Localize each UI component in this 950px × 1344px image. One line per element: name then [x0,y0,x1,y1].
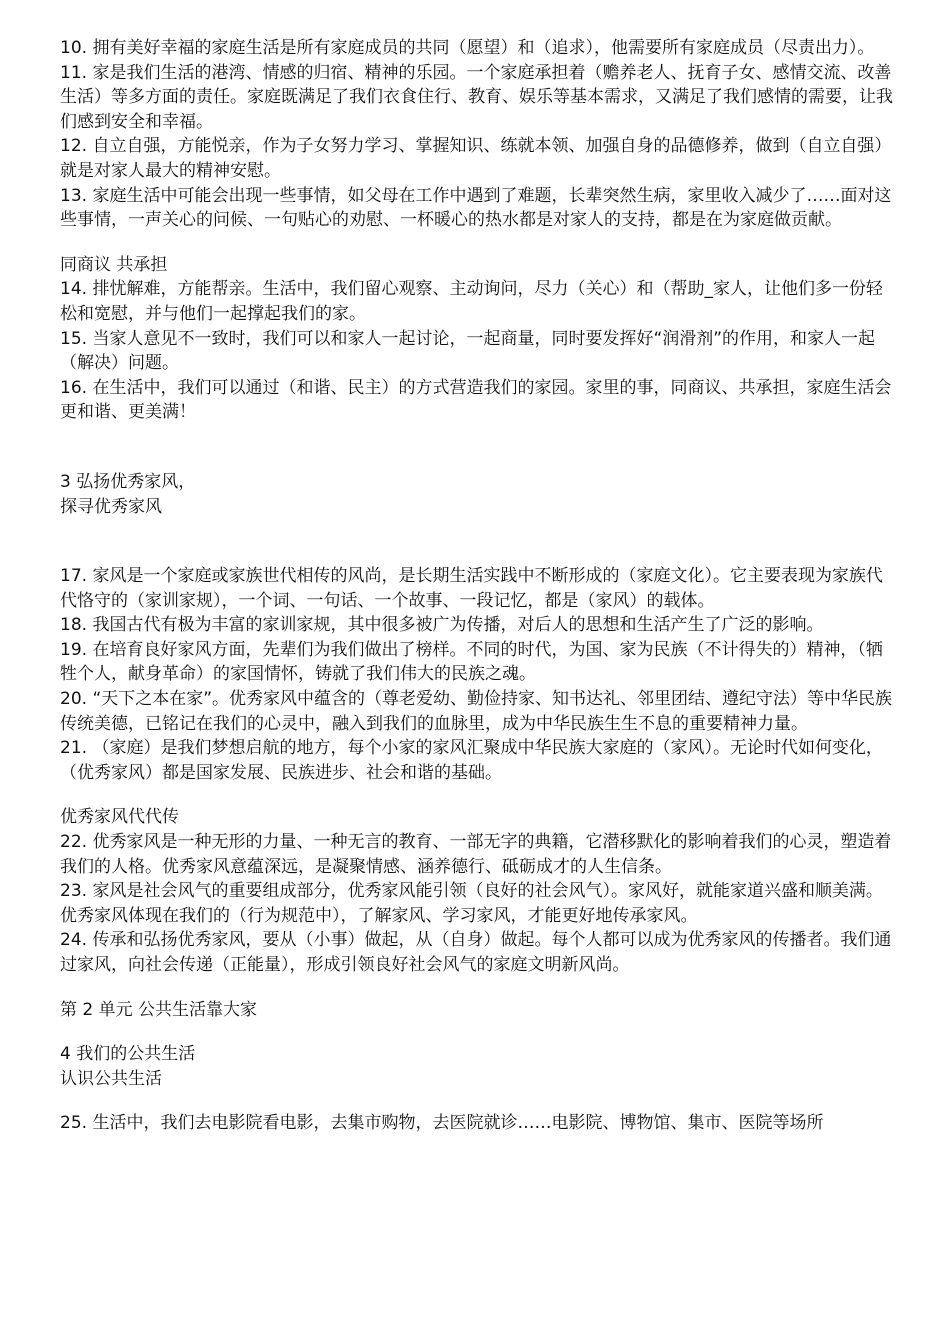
paragraph: 13. 家庭生活中可能会出现一些事情，如父母在工作中遇到了难题，长辈突然生病，家里收入减少了……面对这些事情，一声关心的问候、一句贴心的劝慰、一杯暖心的热水都是对家人的支持，都是在为家庭做贡献。 [60,185,892,231]
paragraph: 16. 在生活中，我们可以通过（和谐、民主）的方式营造我们的家园。家里的事，同商议、共承担，家庭生活会更和谐、更美满！ [60,377,892,423]
paragraph: 第 2 单元 公共生活靠大家 [60,999,258,1020]
paragraph: 11. 家是我们生活的港湾、情感的归宿、精神的乐园。一个家庭承担着（赡养老人、抚育子女、感情交流、改善生活）等多方面的责任。家庭既满足了我们衣食住行、教育、娱乐等基本需求，又满足了我们感情的需要，让我们感到安全和幸福。 [60,62,893,132]
paragraph: 14. 排忧解难，方能帮亲。生活中，我们留心观察、主动询问，尽力（关心）和（帮助_家人，让他们多一份轻松和宽慰，并与他们一起撑起我们的家。 [60,279,883,324]
paragraph: 优秀家风代代传 [60,807,179,828]
paragraph: 探寻优秀家风 [60,496,162,517]
paragraph: 20. “天下之本在家”。优秀家风中蕴含的（尊老爱幼、勤俭持家、知书达礼、邻里团结、遵纪守法）等中华民族传统美德，已铭记在我们的心灵中，融入到我们的血脉里，成为中华民族生生不息的重要精神力量。 [60,689,893,734]
spacer [60,519,898,564]
spacer [60,785,898,805]
paragraph: 12. 自立自强，方能悦亲，作为子女努力学习、掌握知识、练就本领、加强自身的品德修养，做到（自立自强）就是对家人最大的精神安慰。 [60,136,892,181]
spacer [60,978,898,998]
paragraph: 19. 在培育良好家风方面，先辈们为我们做出了榜样。不同的时代，为国、家为民族（不计得失的）精神，（牺牲个人，献身革命）的家国情怀，铸就了我们伟大的民族之魂。 [60,639,883,685]
spacer [60,425,898,470]
paragraph: 10. 拥有美好幸福的家庭生活是所有家庭成员的共同（愿望）和（追求），他需要所有家庭成员（尽责出力）。 [60,38,875,58]
paragraph: 15. 当家人意见不一致时，我们可以和家人一起讨论，一起商量，同时要发挥好“润滑剂”的作用，和家人一起（解决）问题。 [60,328,876,374]
paragraph: 3 弘扬优秀家风， [60,471,196,492]
paragraph: 17. 家风是一个家庭或家族世代相传的风尚，是长期生活实践中不断形成的（家庭文化）。它主要表现为家族代代恪守的（家训家规），一个词、一句话、一个故事、一段记忆，都是（家风）的载体。 [60,566,883,611]
paragraph: 认识公共生活 [60,1068,162,1089]
paragraph: 21. （家庭）是我们梦想启航的地方，每个小家的家风汇聚成中华民族大家庭的（家风）。无论时代如何变化，（优秀家风）都是国家发展、民族进步、社会和谐的基础。 [60,738,883,783]
paragraph: 25. 生活中，我们去电影院看电影，去集市购物，去医院就诊……电影院、博物馆、集市、医院等场所 [60,1113,824,1134]
spacer [60,233,898,253]
spacer [60,1022,898,1042]
paragraph: 4 我们的公共生活 [60,1044,196,1065]
paragraph: 18. 我国古代有极为丰富的家训家规，其中很多被广为传播，对后人的思想和生活产生了广泛的影响。 [60,615,824,636]
paragraph: 24. 传承和弘扬优秀家风，要从（小事）做起，从（自身）做起。每个人都可以成为优秀家风的传播者。我们通过家风，向社会传递（正能量），形成引领良好社会风气的家庭文明新风尚。 [60,930,892,975]
paragraph: 23. 家风是社会风气的重要组成部分，优秀家风能引领（良好的社会风气）。家风好，就能家道兴盛和顺美满。优秀家风体现在我们的（行为规范中），了解家风、学习家风，才能更好地传承家风。 [60,881,883,926]
paragraph: 22. 优秀家风是一种无形的力量、一种无言的教育、一部无字的典籍，它潜移默化的影响着我们的心灵，塑造着我们的人格。优秀家风意蕴深远，是凝聚情感、涵养德行、砥砺成才的人生信条。 [60,832,892,877]
paragraph: 同商议 共承担 [60,254,168,275]
spacer [60,1091,898,1111]
